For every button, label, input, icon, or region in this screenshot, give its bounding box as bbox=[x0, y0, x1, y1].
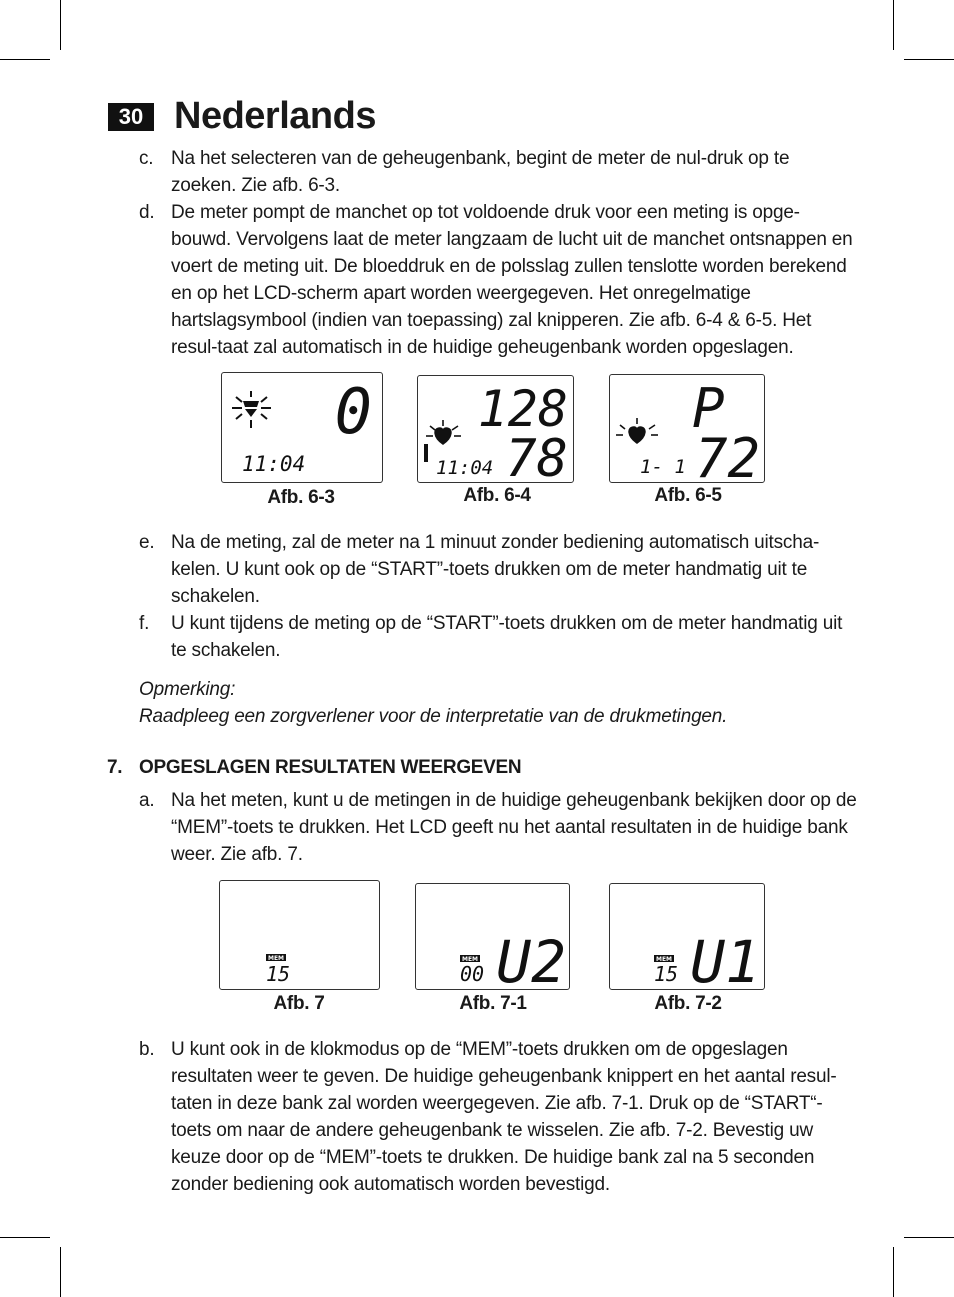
section-number: 7. bbox=[107, 757, 123, 778]
list-item bbox=[139, 145, 859, 199]
lcd-memory-bank: U1 bbox=[690, 928, 760, 989]
list-item bbox=[139, 529, 859, 610]
lcd-display bbox=[220, 881, 379, 989]
list-item-label: a. bbox=[139, 790, 155, 811]
lcd-figure-7 bbox=[219, 880, 380, 990]
page-number: 30 bbox=[108, 103, 154, 131]
crop-mark bbox=[0, 1237, 50, 1238]
heart-shape bbox=[243, 401, 259, 417]
crop-mark bbox=[904, 1237, 954, 1238]
list-item bbox=[139, 1036, 859, 1198]
page-title: Nederlands bbox=[174, 95, 376, 137]
crop-mark bbox=[60, 0, 61, 50]
mem-label: MEM bbox=[267, 955, 285, 962]
lcd-count: 00 bbox=[460, 962, 485, 986]
crop-mark bbox=[60, 1247, 61, 1297]
lcd-big-digit: 0 bbox=[334, 375, 372, 448]
lcd-display bbox=[418, 376, 573, 482]
list-item-label: c. bbox=[139, 148, 154, 169]
crop-mark bbox=[0, 59, 50, 60]
list-item-label: d. bbox=[139, 202, 155, 223]
list-item bbox=[139, 610, 859, 664]
irregular-bar bbox=[424, 444, 428, 462]
note-heading: Opmerking: bbox=[139, 679, 236, 700]
list-item-label: b. bbox=[139, 1039, 155, 1060]
list-item-text: U kunt ook in de klokmodus op de “MEM”-toets drukken om de opgeslagen resultaten weer te geven. De huidige geheugenbank knippert en het aantal resul-taten in deze bank zal worden weergegeven. Zie afb. 7-1. Druk op de “START“-toets om naar de andere geheugenbank te wisselen. Zie afb. 7-2. Bevestig uw keuze door op de “MEM”-toets te drukken. De huidige bank zal na 5 seconden zonder bediening ook automatisch worden bevestigd. bbox=[171, 1039, 837, 1195]
lcd-figure-7-1 bbox=[415, 883, 570, 990]
lcd-figure-6-3 bbox=[221, 372, 383, 483]
lcd-display bbox=[222, 373, 382, 482]
heart-icon bbox=[426, 420, 461, 444]
lcd-diastolic: 78 bbox=[505, 429, 568, 482]
crop-mark bbox=[893, 0, 894, 50]
mem-label: MEM bbox=[655, 956, 673, 963]
list-item-text: De meter pompt de manchet op tot voldoende druk voor een meting is opge-bouwd. Vervolgens laat de meter langzaam de lucht uit de manchet ontsnappen en voert de meting uit. De bloeddruk en de polsslag zullen tenslotte worden berekend en op het LCD-scherm apart worden weergegeven. Het onregelmatige hartslagsymbool (indien van toepassing) zal knipperen. Zie afb. 6-4 & 6-5. Het resul-taat zal automatisch in de huidige geheugenbank worden opgeslagen. bbox=[171, 202, 853, 358]
lcd-pulse: 72 bbox=[694, 427, 760, 482]
figure-caption: Afb. 6-3 bbox=[267, 487, 335, 508]
section-heading bbox=[107, 757, 521, 779]
figure-caption: Afb. 6-4 bbox=[463, 485, 531, 506]
figure-caption: Afb. 7-1 bbox=[459, 993, 527, 1014]
list-item-text: Na de meting, zal de meter na 1 minuut zonder bediening automatisch uitscha-kelen. U kunt ook op de “START”-toets drukken om de meter handmatig uit te schakelen. bbox=[171, 532, 820, 607]
list-item-text: U kunt tijdens de meting op de “START”-toets drukken om de meter handmatig uit te schakelen. bbox=[171, 613, 843, 661]
lcd-time: 11:04 bbox=[436, 457, 494, 479]
crop-mark bbox=[893, 1247, 894, 1297]
crop-mark bbox=[904, 59, 954, 60]
list-item-text: Na het selecteren van de geheugenbank, begint de meter de nul-druk op te zoeken. Zie afb. 6-3. bbox=[171, 148, 790, 196]
mem-label: MEM bbox=[461, 956, 479, 963]
list-item-label: f. bbox=[139, 613, 150, 634]
lcd-count: 15 bbox=[266, 962, 291, 986]
lcd-figure-6-4 bbox=[417, 375, 574, 483]
list-item-label: e. bbox=[139, 532, 155, 553]
lcd-display bbox=[416, 884, 569, 989]
lcd-figure-6-5 bbox=[609, 374, 765, 483]
note-text: Raadpleeg een zorgverlener voor de interpretatie van de drukmetingen. bbox=[139, 706, 728, 727]
figure-caption: Afb. 7-2 bbox=[654, 993, 722, 1014]
figure-caption: Afb. 7 bbox=[273, 993, 325, 1014]
section-title: OPGESLAGEN RESULTATEN WEERGEVEN bbox=[139, 757, 522, 778]
lcd-systolic: 128 bbox=[477, 380, 568, 438]
lcd-display bbox=[610, 375, 764, 482]
list-item bbox=[139, 787, 859, 868]
lcd-display bbox=[610, 884, 764, 989]
lcd-memory: 1- 1 bbox=[640, 456, 686, 478]
lcd-time: 11:04 bbox=[242, 452, 306, 476]
list-item bbox=[139, 199, 859, 361]
lcd-memory-bank: U2 bbox=[496, 928, 566, 989]
lcd-figure-7-2 bbox=[609, 883, 765, 990]
lcd-pulse-label: P bbox=[692, 377, 725, 440]
lcd-count: 15 bbox=[654, 962, 679, 986]
heart-icon bbox=[616, 418, 658, 443]
figure-caption: Afb. 6-5 bbox=[654, 485, 722, 506]
list-item-text: Na het meten, kunt u de metingen in de huidige geheugenbank bekijken door op de “MEM”-toets te drukken. Het LCD geeft nu het aantal resultaten in de huidige bank weer. Zie afb. 7. bbox=[171, 790, 857, 865]
